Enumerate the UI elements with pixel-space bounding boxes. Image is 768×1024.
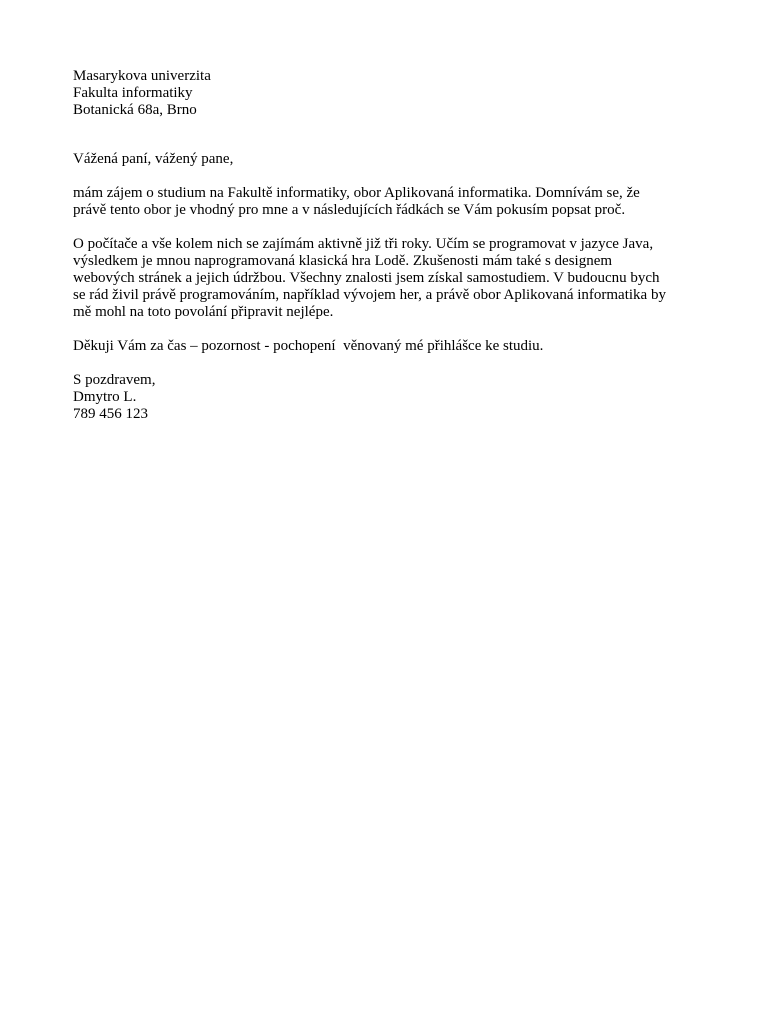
letter-page bbox=[73, 68, 698, 423]
address-line-faculty: Fakulta informatiky bbox=[73, 85, 193, 101]
paragraph-line: mám zájem o studium na Fakultě informatiky, obor Aplikovaná informatika. Domnívám se, že bbox=[73, 185, 640, 201]
recipient-address bbox=[73, 68, 698, 119]
paragraph-experience bbox=[73, 236, 698, 321]
paragraph-line: se rád živil právě programováním, například vývojem her, a právě obor Aplikovaná informatika by bbox=[73, 287, 666, 303]
closing-block bbox=[73, 372, 698, 423]
address-line-street: Botanická 68a, Brno bbox=[73, 102, 197, 118]
paragraph-line: webových stránek a jejich údržbou. Všechny znalosti jsem získal samostudiem. V budoucnu bych bbox=[73, 270, 660, 286]
thanks-line: Děkuji Vám za čas – pozornost - pochopení věnovaný mé přihlášce ke studiu. bbox=[73, 338, 544, 354]
phone-number: 789 456 123 bbox=[73, 406, 148, 422]
paragraph-line: O počítače a vše kolem nich se zajímám aktivně již tři roky. Učím se programovat v jazyce Java, bbox=[73, 236, 654, 252]
address-line-university: Masarykova univerzita bbox=[73, 68, 211, 84]
paragraph-line: právě tento obor je vhodný pro mne a v následujících řádkách se Vám pokusím popsat proč. bbox=[73, 202, 626, 218]
closing-greeting: S pozdravem, bbox=[73, 372, 156, 388]
paragraph-line: mě mohl na toto povolání připravit nejlépe. bbox=[73, 304, 334, 320]
salutation: Vážená paní, vážený pane, bbox=[73, 151, 234, 167]
signature-name: Dmytro L. bbox=[73, 389, 137, 405]
paragraph-intro bbox=[73, 185, 698, 219]
paragraph-line: výsledkem je mnou naprogramovaná klasická hra Lodě. Zkušenosti mám také s designem bbox=[73, 253, 613, 269]
